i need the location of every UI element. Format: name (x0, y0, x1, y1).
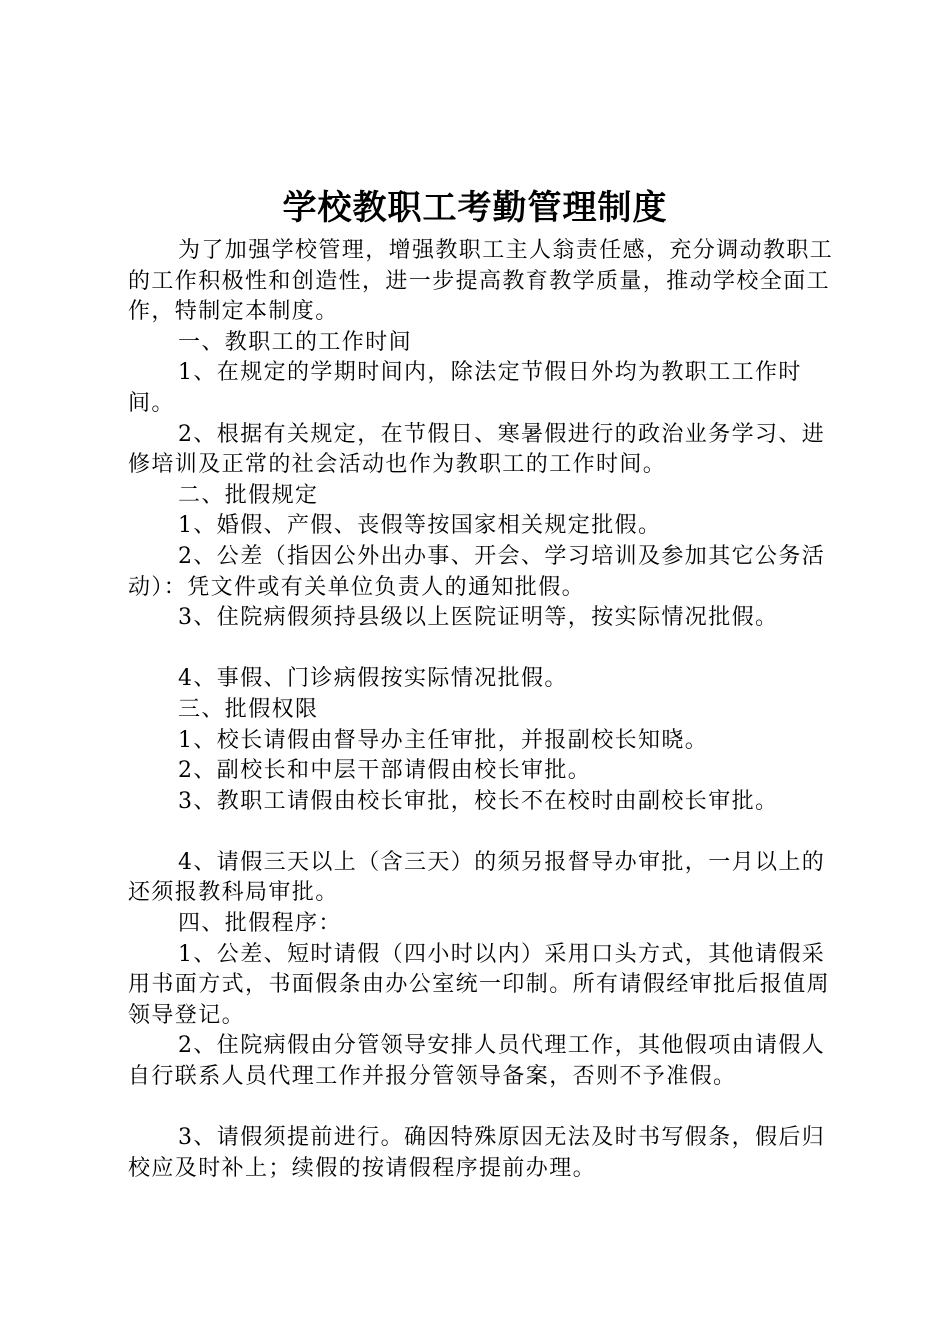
paragraph: 1、公差、短时请假（四小时以内）采用口头方式，其他请假采用书面方式，书面假条由办公室统一印制。所有请假经审批后报值周领导登记。 (128, 941, 831, 1028)
section-heading-3: 三、批假权限 (178, 696, 319, 722)
document-body (128, 236, 838, 1184)
paragraph: 4、事假、门诊病假按实际情况批假。 (178, 666, 568, 692)
paragraph: 2、根据有关规定，在节假日、寒暑假进行的政治业务学习、进修培训及正常的社会活动也作为教职工的工作时间。 (128, 421, 826, 478)
section-heading-4: 四、批假程序： (178, 911, 342, 937)
paragraph: 1、在规定的学期时间内，除法定节假日外均为教职工工作时间。 (128, 360, 802, 416)
paragraph: 2、住院病假由分管领导安排人员代理工作，其他假项由请假人自行联系人员代理工作并报分管领导备案，否则不予准假。 (128, 1033, 826, 1090)
paragraph: 2、副校长和中层干部请假由校长审批。 (178, 758, 592, 784)
blank-line (128, 634, 838, 665)
paragraph: 3、教职工请假由校长审批，校长不在校时由副校长审批。 (178, 788, 779, 814)
section-heading-2: 二、批假规定 (178, 482, 319, 508)
paragraph: 4、请假三天以上（含三天）的须另报督导办审批，一月以上的还须报教科局审批。 (128, 849, 826, 906)
paragraph: 2、公差（指因公外出办事、开会、学习培训及参加其它公务活动）：凭文件或有关单位负责人的通知批假。 (128, 543, 826, 600)
intro-paragraph: 为了加强学校管理，增强教职工主人翁责任感，充分调动教职工的工作积极性和创造性，进一步提高教育教学质量，推动学校全面工作，特制定本制度。 (128, 238, 834, 325)
blank-line (128, 817, 838, 848)
paragraph: 1、婚假、产假、丧假等按国家相关规定批假。 (178, 513, 662, 539)
paragraph: 3、住院病假须持县级以上医院证明等，按实际情况批假。 (178, 605, 779, 631)
paragraph: 3、请假须提前进行。确因特殊原因无法及时书写假条，假后归校应及时补上；续假的按请假程序提前办理。 (128, 1125, 826, 1181)
paragraph: 1、校长请假由督导办主任审批，并报副校长知晓。 (178, 727, 709, 753)
section-heading-1: 一、教职工的工作时间 (178, 329, 413, 355)
document-title: 学校教职工考勤管理制度 (282, 188, 668, 228)
blank-line (128, 1093, 838, 1124)
